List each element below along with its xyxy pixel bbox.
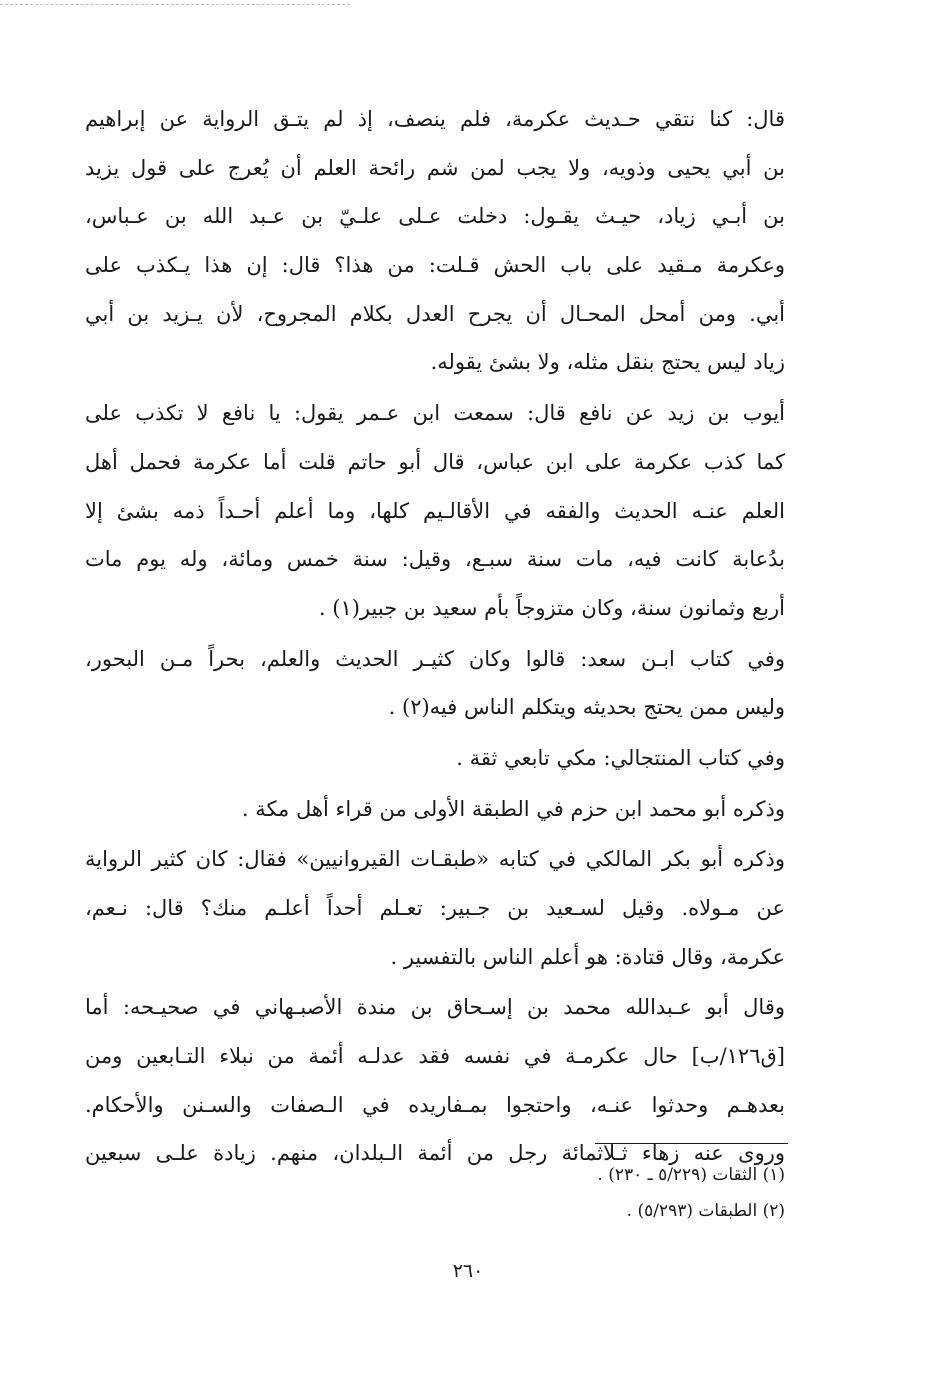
text-line: عكرمة، وقال قتادة: هو أعلم الناس بالتفسير . [390, 944, 785, 969]
text-line: أيوب بن زيد عن نافع قال: سمعت ابن عـمر يقول: يا نافع لا تكذب على [85, 401, 785, 426]
text-line: أربع وثمانون سنة، وكان متزوجاً بأم سعيد بن جبير(١) . [318, 595, 785, 620]
text-line: وذكره أبو بكر المالكي في كتابه «طبقـات القيروانيين» فقال: كان كثير الرواية [85, 847, 785, 872]
text-line: وليس ممن يحتج بحديثه ويتكلم الناس فيه(٢) . [388, 695, 785, 720]
footnote-2: (٢) الطبقات (٥/٢٩٣) . [626, 1201, 785, 1221]
paragraph-4 [85, 734, 785, 783]
text-line: العلم عنـه الحديث والفقه في الأقالـيم كلها، وما أعلم أحـداً ذمه بشئ إلا [85, 498, 785, 523]
paragraph-6 [85, 835, 785, 981]
text-line: وذكره أبو محمد ابن حزم في الطبقة الأولى من قراء أهل مكة . [241, 796, 785, 821]
text-line: [ق١٢٦/ب] حال عكرمـة في نفسه فقد عدلـه أئمة من نبلاء التـابعين ومن [85, 1044, 785, 1069]
paragraph-5 [85, 785, 785, 834]
text-line: بن أبي يحيى وذويه، ولا يجب لمن شم رائحة العلم أن يُعرج على قول يزيد [85, 155, 785, 180]
text-line: وقال أبو عـبدالله محمد بن إسـحاق بن مندة الأصبـهاني في صحيـحه: أما [85, 995, 785, 1020]
text-line: وعكرمة مـقيد على باب الحش قـلت: من هذا؟ قال: إن هذا يـكذب على [85, 253, 785, 278]
footnote-separator [595, 1143, 788, 1144]
paragraph-7 [85, 983, 785, 1178]
footnote-1: (١) الثقات (٥/٢٢٩ ـ ٢٣٠) . [597, 1165, 785, 1185]
page-body [85, 95, 785, 1180]
text-line: وفي كتاب المنتجالي: مكي تابعي ثقة . [456, 745, 785, 770]
paragraph-1 [85, 95, 785, 387]
text-line: بعدهـم وحدثوا عنـه، واحتجوا بمـفاريده في الـصفات والسـنن والأحكام. [85, 1092, 785, 1117]
text-line: أبي. ومن أمحل المحـال أن يجرح العدل بكلام المجروح، لأن يـزيد بن أبي [85, 301, 785, 326]
text-line: كما كذب عكرمة على ابن عباس، قال أبو حاتم قلت أما عكرمة فحمل أهل [85, 449, 785, 474]
footnotes [85, 1157, 785, 1229]
text-line: وروى عنه زهاء ثـلاثمائة رجل من أئمة الـبلدان، منهم. زيادة علـى سبعين [85, 1141, 785, 1166]
page-number: ٢٦٠ [452, 1260, 484, 1282]
text-line: زياد ليس يحتج بنقل مثله، ولا بشئ يقوله. [430, 350, 785, 375]
text-line: قال: كنا نتقي حـديث عكرمة، فلم ينصف، إذ لم يتـق الرواية عن إبراهيم [85, 107, 785, 131]
paragraph-2 [85, 389, 785, 632]
paragraph-3 [85, 635, 785, 732]
text-line: بدُعابة كانت فيه، مات سنة سبـع، وقيل: سنة خمس ومائة، وله يوم مات [85, 547, 785, 572]
text-line: وفي كتاب ابـن سعد: قالوا وكان كثيـر الحديث والعلم، بحراً مـن البحور، [85, 646, 785, 671]
text-line: بن أبـي زياد، حيـث يقـول: دخلت عـلى علـيّ بن عـبد الله بن عـباس، [85, 204, 785, 229]
text-line: عن مـولاه. وقيل لسـعيد بن جـبير: تعـلم أحداً أعلـم منك؟ قال: نـعم، [85, 896, 785, 920]
scan-edge-marks [0, 4, 350, 7]
